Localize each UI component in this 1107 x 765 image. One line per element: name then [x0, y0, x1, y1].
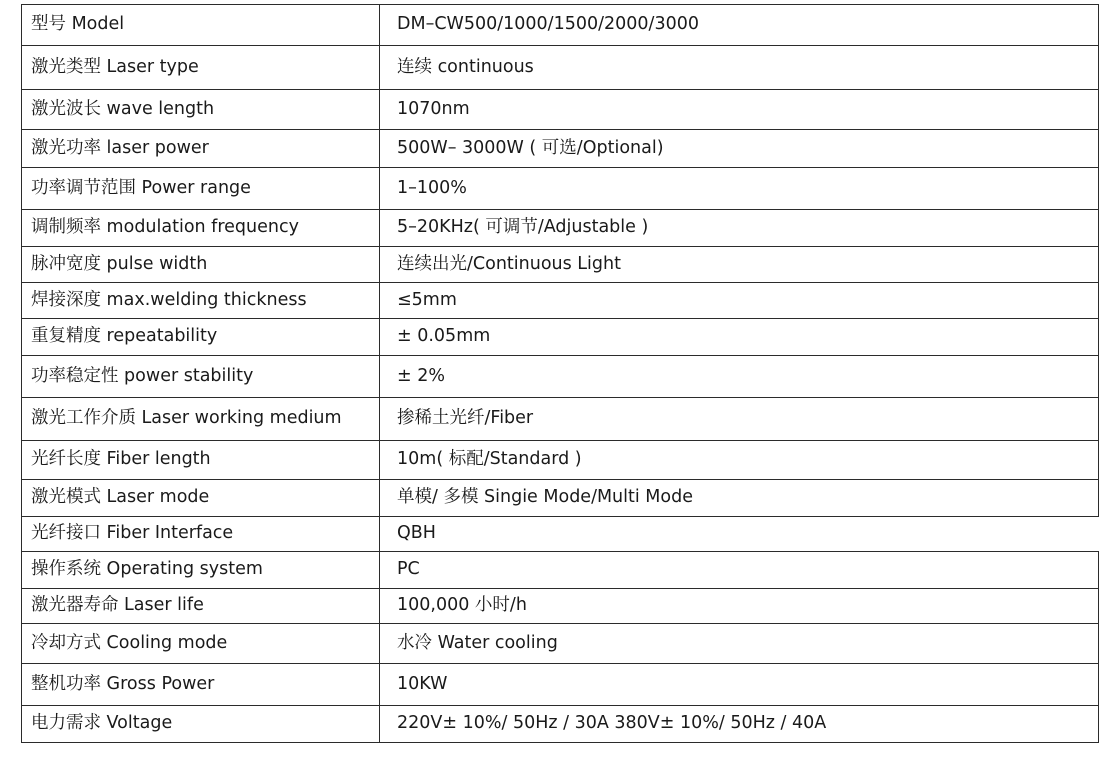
- table-row: [22, 480, 1099, 517]
- spec-value: 单模/ 多模 Singie Mode/Multi Mode: [380, 480, 1099, 517]
- spec-parameter: 功率稳定性 power stability: [22, 356, 380, 398]
- spec-value: 水冷 Water cooling: [380, 624, 1099, 664]
- table-row: [22, 168, 1099, 210]
- spec-value: 100,000 小时/h: [380, 589, 1099, 624]
- spec-parameter: 重复精度 repeatability: [22, 319, 380, 356]
- spec-value: 5–20KHz( 可调节/Adjustable ): [380, 210, 1099, 247]
- spec-parameter: 操作系统 Operating system: [22, 552, 380, 589]
- spec-table: [21, 4, 1099, 743]
- spec-value: 220V± 10%/ 50Hz / 30A 380V± 10%/ 50Hz / 40A: [380, 706, 1099, 743]
- table-row: [22, 210, 1099, 247]
- spec-parameter: 型号 Model: [22, 5, 380, 46]
- spec-parameter: 调制频率 modulation frequency: [22, 210, 380, 247]
- table-row: [22, 589, 1099, 624]
- spec-value: 1–100%: [380, 168, 1099, 210]
- spec-parameter: 激光器寿命 Laser life: [22, 589, 380, 624]
- spec-value: 10m( 标配/Standard ): [380, 441, 1099, 480]
- spec-parameter: 光纤接口 Fiber Interface: [22, 517, 380, 552]
- spec-value: ± 0.05mm: [380, 319, 1099, 356]
- spec-value: 1070nm: [380, 90, 1099, 130]
- spec-parameter: 光纤长度 Fiber length: [22, 441, 380, 480]
- table-row: [22, 517, 1099, 552]
- table-row: [22, 624, 1099, 664]
- spec-parameter: 冷却方式 Cooling mode: [22, 624, 380, 664]
- table-row: [22, 130, 1099, 168]
- spec-parameter: 激光模式 Laser mode: [22, 480, 380, 517]
- table-row: [22, 90, 1099, 130]
- spec-value: ± 2%: [380, 356, 1099, 398]
- table-row: [22, 247, 1099, 283]
- table-row: [22, 398, 1099, 441]
- table-row: [22, 319, 1099, 356]
- spec-parameter: 激光波长 wave length: [22, 90, 380, 130]
- table-row: [22, 46, 1099, 90]
- spec-parameter: 激光工作介质 Laser working medium: [22, 398, 380, 441]
- table-row: [22, 441, 1099, 480]
- table-row: [22, 356, 1099, 398]
- spec-value: PC: [380, 552, 1099, 589]
- spec-parameter: 激光类型 Laser type: [22, 46, 380, 90]
- spec-parameter: 焊接深度 max.welding thickness: [22, 283, 380, 319]
- spec-value: 10KW: [380, 664, 1099, 706]
- spec-parameter: 电力需求 Voltage: [22, 706, 380, 743]
- spec-value: DM–CW500/1000/1500/2000/3000: [380, 5, 1099, 46]
- table-row: [22, 706, 1099, 743]
- table-row: [22, 552, 1099, 589]
- table-row: [22, 664, 1099, 706]
- spec-value: 掺稀土光纤/Fiber: [380, 398, 1099, 441]
- spec-parameter: 功率调节范围 Power range: [22, 168, 380, 210]
- table-row: [22, 5, 1099, 46]
- spec-parameter: 整机功率 Gross Power: [22, 664, 380, 706]
- spec-value: 连续出光/Continuous Light: [380, 247, 1099, 283]
- spec-value: ≤5mm: [380, 283, 1099, 319]
- spec-value: 连续 continuous: [380, 46, 1099, 90]
- spec-parameter: 激光功率 laser power: [22, 130, 380, 168]
- spec-value: 500W– 3000W ( 可选/Optional): [380, 130, 1099, 168]
- spec-parameter: 脉冲宽度 pulse width: [22, 247, 380, 283]
- table-row: [22, 283, 1099, 319]
- spec-value: QBH: [380, 517, 1099, 552]
